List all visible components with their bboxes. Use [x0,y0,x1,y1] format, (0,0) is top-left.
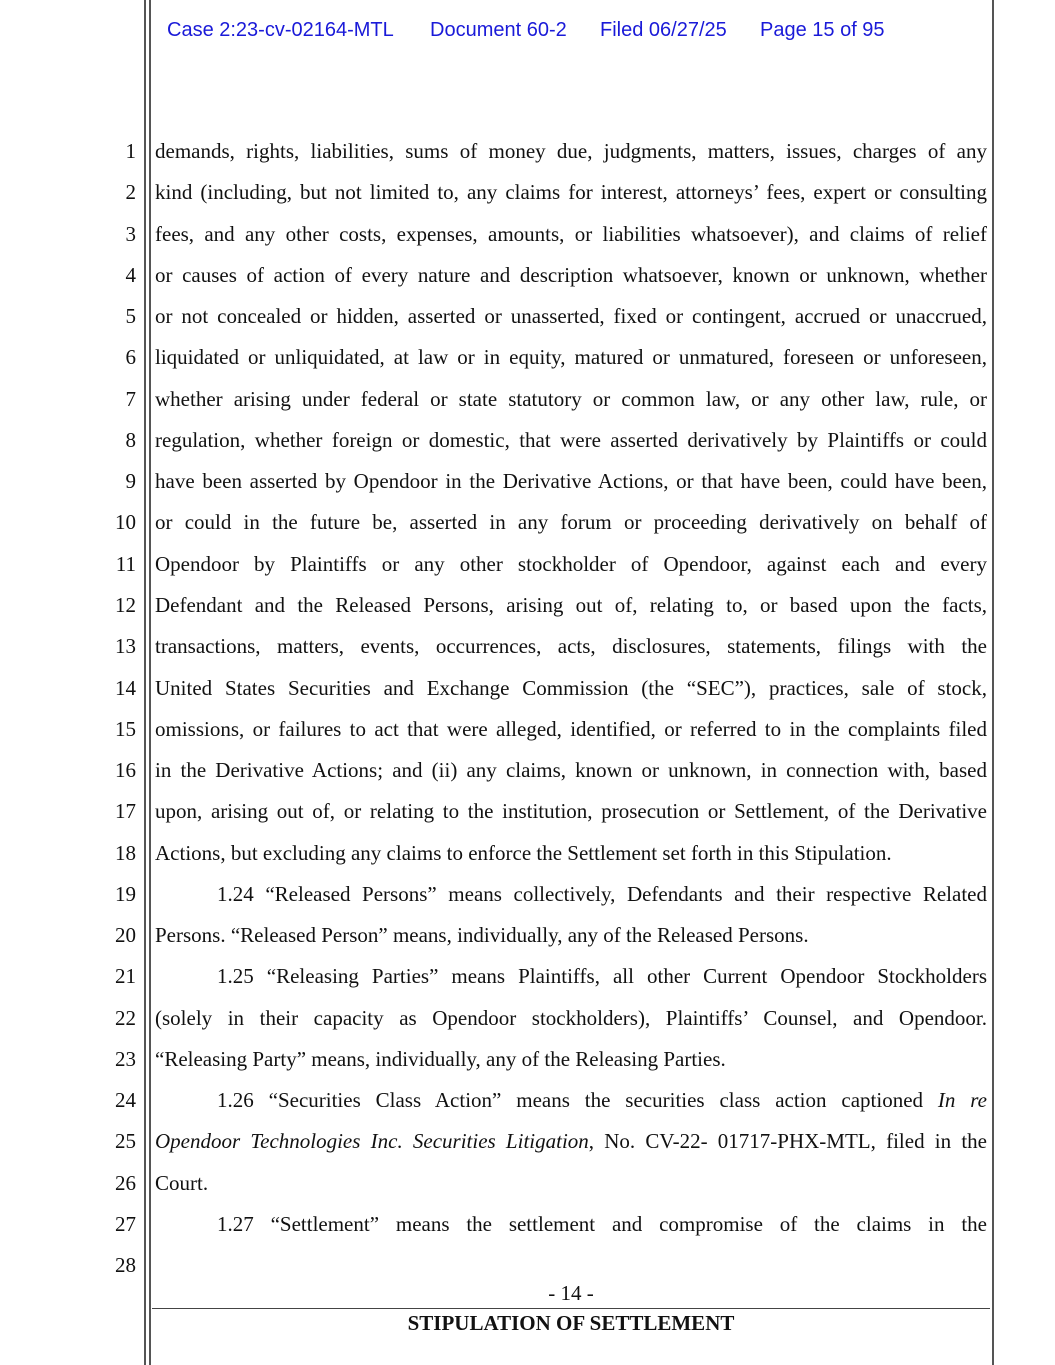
text-line [155,222,987,246]
line-number: 8 [125,427,136,452]
italic-case-citation: Opendoor Technologies Inc. Securities Litigation [155,1129,589,1154]
text-line [155,717,987,741]
line-number: 9 [125,469,136,494]
left-margin-rule-outer [144,0,146,1365]
line-number: 15 [115,716,136,741]
text-segment: in the Derivative Actions; and (ii) any claims, known or unknown, in connection with, based [155,758,987,783]
text-segment: or causes of action of every nature and description whatsoever, known or unknown, whether [155,262,987,287]
text-segment: have been asserted by Opendoor in the Derivative Actions, or that have been, could have been, [155,469,987,494]
text-segment: upon, arising out of, or relating to the institution, prosecution or Settlement, of the Derivative [155,799,987,824]
text-line [155,593,987,617]
text-line [155,387,987,411]
document-number: Document 60-2 [430,19,567,41]
line-number: 12 [115,592,136,617]
text-line [155,676,987,700]
text-segment: fees, and any other costs, expenses, amounts, or liabilities whatsoever), and claims of relief [155,221,987,246]
text-line [155,1171,987,1195]
text-line [155,634,987,658]
line-number: 28 [115,1253,136,1278]
text-segment: whether arising under federal or state statutory or common law, or any other law, rule, or [155,386,987,411]
line-number: 14 [115,675,136,700]
text-segment: kind (including, but not limited to, any claims for interest, attorneys’ fees, expert or consulting [155,180,987,205]
text-segment: United States Securities and Exchange Commission (the “SEC”), practices, sale of stock, [155,675,987,700]
text-segment: 1.24 “Released Persons” means collectively, Defendants and their respective Related [217,881,987,906]
text-segment: demands, rights, liabilities, sums of money due, judgments, matters, issues, charges of any [155,139,987,163]
text-line [155,304,987,328]
text-line [155,1088,987,1112]
text-segment: Actions, but excluding any claims to enforce the Settlement set forth in this Stipulation. [155,840,892,865]
right-margin-rule [992,0,994,1365]
line-number: 22 [115,1005,136,1030]
line-number: 25 [115,1129,136,1154]
text-segment: Persons. “Released Person” means, individually, any of the Released Persons. [155,923,809,948]
text-segment: Court. [155,1170,209,1195]
text-line [155,758,987,782]
text-line [155,469,987,493]
line-number: 5 [125,304,136,329]
line-number: 23 [115,1046,136,1071]
line-number: 20 [115,923,136,948]
line-number: 27 [115,1212,136,1237]
line-number: 17 [115,799,136,824]
text-segment: 1.25 “Releasing Parties” means Plaintiffs, all other Current Opendoor Stockholders [217,964,987,989]
text-segment: or not concealed or hidden, asserted or unasserted, fixed or contingent, accrued or unaccrued, [155,304,987,329]
text-line [155,428,987,452]
left-margin-rule-inner [149,0,151,1365]
text-line [155,1129,987,1153]
text-line [155,180,987,204]
filed-date: Filed 06/27/25 [600,19,727,41]
line-number: 10 [115,510,136,535]
text-line [155,841,987,865]
text-segment: “Releasing Party” means, individually, any of the Releasing Parties. [155,1046,726,1071]
text-line [155,1006,987,1030]
text-line [155,263,987,287]
footer-title: STIPULATION OF SETTLEMENT [407,1311,735,1335]
footer-rule [152,1308,990,1309]
line-number: 13 [115,634,136,659]
text-line [155,882,987,906]
line-number: 2 [125,180,136,205]
line-number: 3 [125,221,136,246]
line-number: 19 [115,881,136,906]
text-line [155,345,987,369]
page-number: - 14 - [548,1281,594,1305]
line-number: 18 [115,840,136,865]
text-segment: (solely in their capacity as Opendoor stockholders), Plaintiffs’ Counsel, and Opendoor. [155,1005,987,1030]
text-segment: Defendant and the Released Persons, arising out of, relating to, or based upon the facts, [155,592,987,617]
line-number: 11 [115,551,136,576]
line-number: 6 [125,345,136,370]
text-segment: 1.26 “Securities Class Action” means the securities class action captioned [217,1088,938,1113]
text-line [155,799,987,823]
line-number: 24 [115,1088,136,1113]
text-line [155,964,987,988]
italic-case-citation: In re [937,1088,987,1113]
text-segment: transactions, matters, events, occurrences, acts, disclosures, statements, filings with the [155,634,987,659]
text-segment: liquidated or unliquidated, at law or in equity, matured or unmatured, foreseen or unforeseen, [155,345,987,370]
line-number: 16 [115,758,136,783]
line-number: 7 [125,386,136,411]
text-segment: regulation, whether foreign or domestic, that were asserted derivatively by Plaintiffs or could [155,427,987,452]
line-number: 4 [125,262,136,287]
page-count: Page 15 of 95 [760,19,885,41]
text-line [155,510,987,534]
line-number: 21 [115,964,136,989]
text-line [155,139,987,163]
text-segment: , No. CV-22- 01717-PHX-MTL, filed in the [588,1129,987,1154]
line-number: 26 [115,1170,136,1195]
text-line [155,1047,987,1071]
text-segment: or could in the future be, asserted in any forum or proceeding derivatively on behalf of [155,510,987,535]
line-number: 1 [125,139,136,163]
text-segment: 1.27 “Settlement” means the settlement and compromise of the claims in the [217,1212,987,1237]
text-line [155,923,987,947]
text-segment: Opendoor by Plaintiffs or any other stockholder of Opendoor, against each and every [155,551,987,576]
text-line [155,552,987,576]
text-segment: omissions, or failures to act that were alleged, identified, or referred to in the complaints filed [155,716,987,741]
text-line [155,1212,987,1236]
case-number: Case 2:23-cv-02164-MTL [167,19,394,41]
